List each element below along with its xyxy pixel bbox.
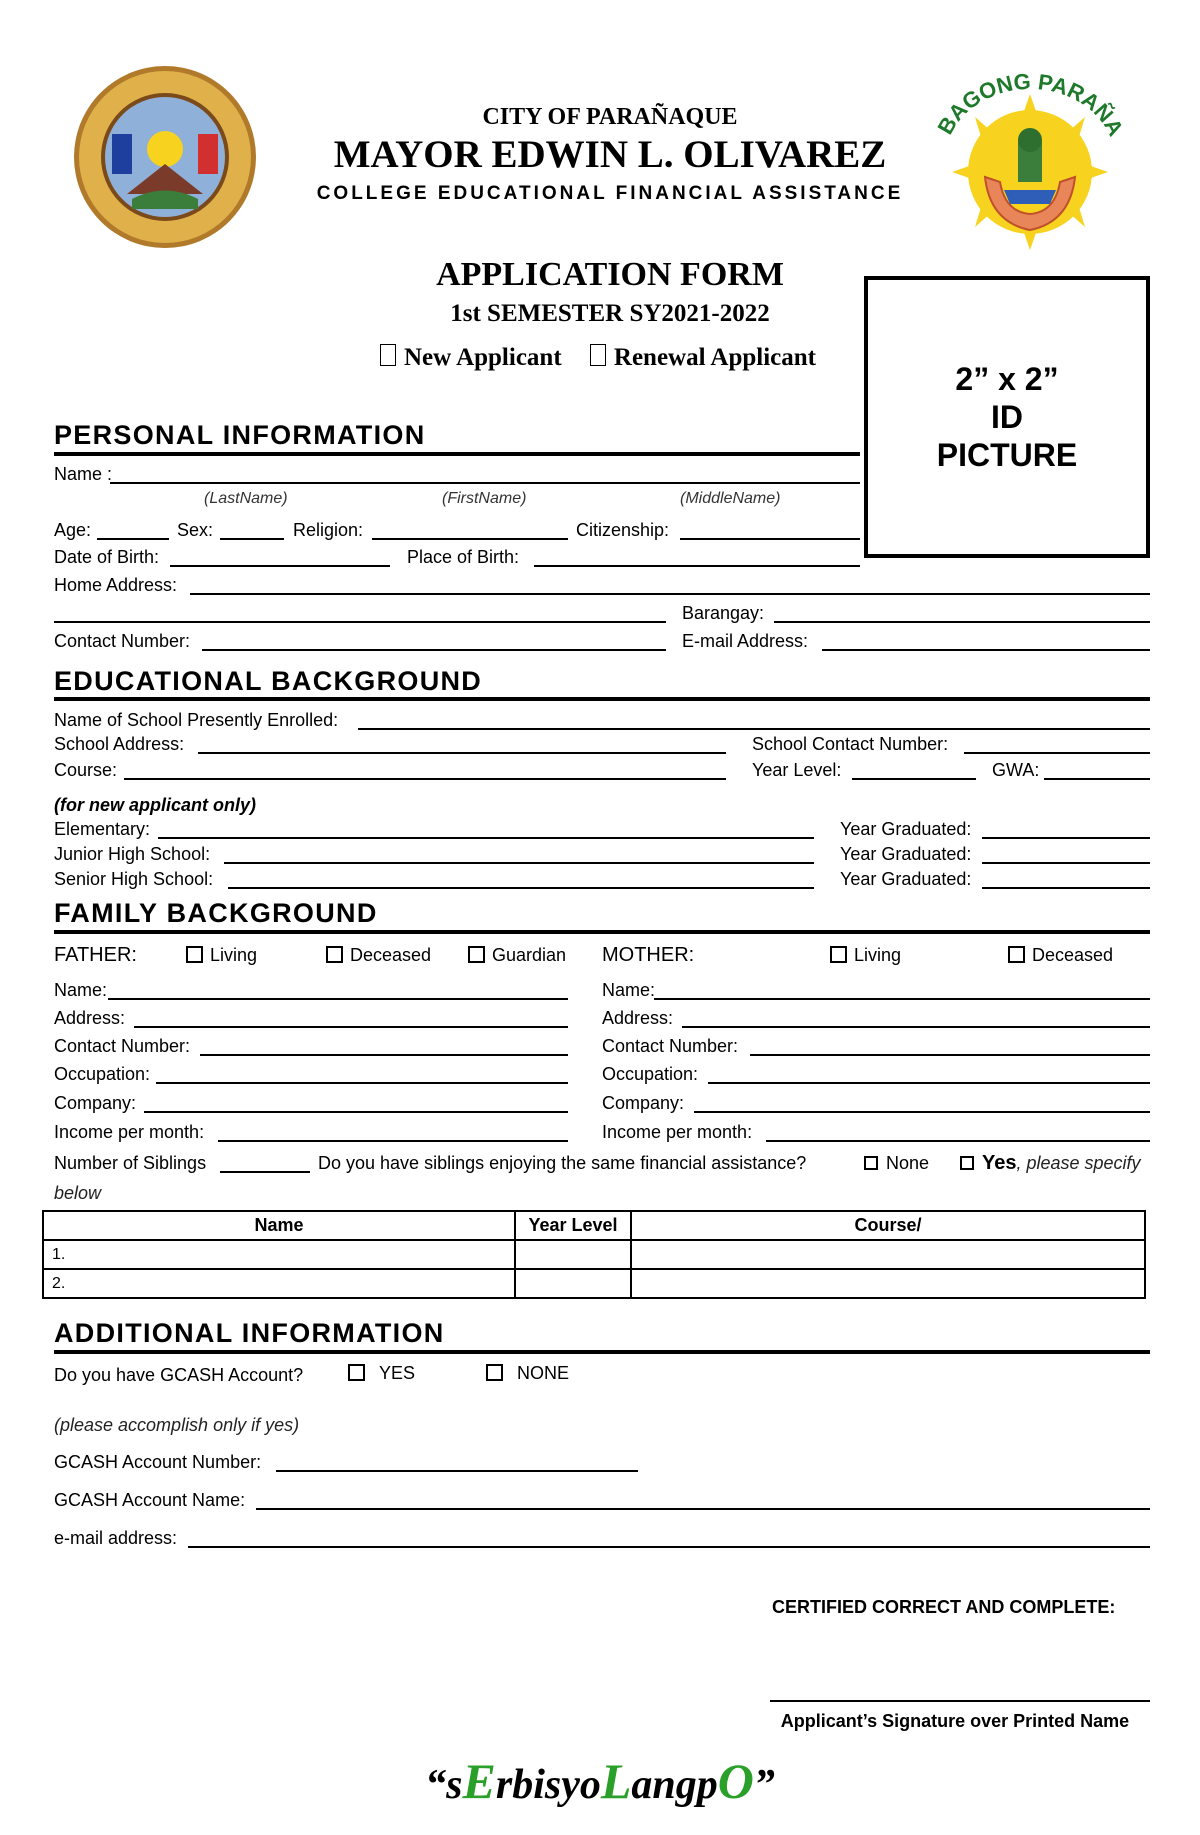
sex-field[interactable] — [220, 538, 284, 540]
last-name-hint: (LastName) — [204, 490, 288, 507]
signature-caption: Applicant’s Signature over Printed Name — [780, 1711, 1130, 1731]
mother-name-label: Name: — [602, 980, 656, 1000]
slogan-mid2: angp — [631, 1762, 718, 1808]
shs-year-field[interactable] — [982, 887, 1150, 889]
family-heading: FAMILY BACKGROUND — [54, 898, 378, 928]
renewal-applicant-checkbox[interactable] — [590, 344, 606, 366]
mother-contact-label: Contact Number: — [602, 1036, 739, 1056]
mother-company-label: Company: — [602, 1093, 685, 1113]
new-applicant-label: New Applicant — [404, 344, 562, 371]
school-contact-field[interactable] — [964, 752, 1150, 754]
mayor-name: MAYOR EDWIN L. OLIVAREZ — [333, 133, 887, 176]
mother-deceased-label: Deceased — [1032, 945, 1114, 965]
form-title: APPLICATION FORM — [436, 256, 784, 293]
age-field[interactable] — [97, 538, 169, 540]
religion-field[interactable] — [372, 538, 568, 540]
religion-label: Religion: — [293, 520, 364, 540]
elementary-field[interactable] — [158, 837, 814, 839]
first-name-hint: (FirstName) — [442, 490, 527, 507]
slogan — [300, 1752, 900, 1810]
bagong-paranaque-logo — [930, 62, 1130, 252]
certified-label: CERTIFIED CORRECT AND COMPLETE: — [772, 1597, 1116, 1617]
table-row — [43, 1240, 1145, 1269]
father-company-field[interactable] — [144, 1111, 568, 1113]
row1-course[interactable] — [631, 1240, 1145, 1269]
contact-field[interactable] — [202, 649, 666, 651]
gcash-name-field[interactable] — [256, 1508, 1150, 1510]
home-address-field-2[interactable] — [54, 621, 666, 623]
father-label: FATHER: — [54, 944, 137, 966]
slogan-l: L — [600, 1753, 632, 1809]
shs-year-label: Year Graduated: — [840, 869, 972, 889]
father-contact-label: Contact Number: — [54, 1036, 191, 1056]
citizenship-label: Citizenship: — [576, 520, 670, 540]
year-level-field[interactable] — [852, 778, 976, 780]
citizenship-field[interactable] — [680, 538, 860, 540]
education-heading: EDUCATIONAL BACKGROUND — [54, 666, 483, 696]
slogan-e: E — [462, 1753, 496, 1809]
barangay-label: Barangay: — [682, 603, 765, 623]
gcash-number-label: GCASH Account Number: — [54, 1452, 262, 1472]
father-guardian-checkbox[interactable] — [468, 946, 485, 963]
gcash-name-label: GCASH Account Name: — [54, 1490, 246, 1510]
mother-deceased-checkbox[interactable] — [1008, 946, 1025, 963]
mother-living-checkbox[interactable] — [830, 946, 847, 963]
city-seal — [72, 64, 258, 250]
jhs-field[interactable] — [224, 862, 814, 864]
sex-label: Sex: — [177, 520, 214, 540]
svg-text:BAGONG PARAÑAQUE: BAGONG PARAÑA — [932, 68, 1129, 141]
father-deceased[interactable] — [326, 944, 431, 966]
school-contact-label: School Contact Number: — [752, 734, 949, 754]
gcash-yes[interactable] — [348, 1362, 415, 1384]
mother-deceased[interactable] — [1008, 944, 1113, 966]
father-living-checkbox[interactable] — [186, 946, 203, 963]
slogan-mid: rbisyo — [495, 1762, 601, 1808]
additional-heading: ADDITIONAL INFORMATION — [54, 1318, 445, 1348]
gwa-field[interactable] — [1044, 778, 1150, 780]
father-income-field[interactable] — [218, 1140, 568, 1142]
slogan-close: ” — [753, 1762, 775, 1808]
mother-company-field[interactable] — [694, 1111, 1150, 1113]
col-year-header: Year Level — [515, 1211, 631, 1240]
year-level-label: Year Level: — [752, 760, 842, 780]
new-applicant-checkbox[interactable] — [380, 344, 396, 366]
gcash-note: (please accomplish only if yes) — [54, 1415, 300, 1435]
slogan-o: O — [717, 1753, 754, 1809]
name-label: Name : — [54, 464, 113, 484]
siblings-yes-checkbox[interactable] — [960, 1156, 974, 1170]
dob-label: Date of Birth: — [54, 547, 160, 567]
mother-name-field[interactable] — [654, 998, 1150, 1000]
father-living[interactable] — [186, 944, 257, 966]
semester: 1st SEMESTER SY2021-2022 — [450, 300, 770, 327]
siblings-question: Do you have siblings enjoying the same financial assistance? — [318, 1153, 807, 1173]
father-deceased-checkbox[interactable] — [326, 946, 343, 963]
school-address-field[interactable] — [198, 752, 726, 754]
father-deceased-label: Deceased — [350, 945, 432, 965]
home-address-label: Home Address: — [54, 575, 178, 595]
father-occupation-label: Occupation: — [54, 1064, 151, 1084]
mother-living-label: Living — [854, 945, 902, 965]
slogan-open: “s — [425, 1762, 463, 1808]
mother-address-label: Address: — [602, 1008, 674, 1028]
dob-field[interactable] — [170, 565, 390, 567]
siblings-specify: , please specify — [1016, 1153, 1141, 1173]
father-address-label: Address: — [54, 1008, 126, 1028]
father-address-field[interactable] — [134, 1026, 568, 1028]
father-name-label: Name: — [54, 980, 108, 1000]
family-rule — [54, 930, 1150, 934]
siblings-yes[interactable] — [960, 1152, 1141, 1174]
age-label: Age: — [54, 520, 92, 540]
new-applicant-note: (for new applicant only) — [54, 795, 257, 815]
photo-id: ID — [991, 399, 1023, 435]
school-address-label: School Address: — [54, 734, 185, 754]
additional-email-label: e-mail address: — [54, 1528, 178, 1548]
mother-income-label: Income per month: — [602, 1122, 753, 1142]
row2-course[interactable] — [631, 1269, 1145, 1298]
photo-picture: PICTURE — [936, 437, 1078, 473]
elem-year-label: Year Graduated: — [840, 819, 972, 839]
father-occupation-field[interactable] — [156, 1082, 568, 1084]
siblings-none-checkbox[interactable] — [864, 1156, 878, 1170]
additional-email-field[interactable] — [188, 1546, 1150, 1548]
gcash-number-field[interactable] — [276, 1470, 638, 1472]
col-name-header: Name — [43, 1211, 515, 1240]
gcash-question: Do you have GCASH Account? — [54, 1365, 304, 1385]
mother-occupation-label: Occupation: — [602, 1064, 699, 1084]
siblings-none[interactable] — [864, 1152, 929, 1174]
personal-rule — [54, 452, 860, 456]
gwa-label: GWA: — [992, 760, 1040, 780]
email-label: E-mail Address: — [682, 631, 809, 651]
gcash-yes-checkbox[interactable] — [348, 1364, 365, 1381]
row1-year[interactable] — [515, 1240, 631, 1269]
gcash-none-checkbox[interactable] — [486, 1364, 503, 1381]
id-picture-box[interactable] — [864, 276, 1150, 558]
pob-label: Place of Birth: — [407, 547, 520, 567]
mother-living[interactable] — [830, 944, 901, 966]
father-contact-field[interactable] — [200, 1054, 568, 1056]
gcash-none-label: NONE — [517, 1363, 570, 1383]
mother-occupation-field[interactable] — [708, 1082, 1150, 1084]
table-row — [43, 1269, 1145, 1298]
shs-field[interactable] — [228, 887, 814, 889]
jhs-year-label: Year Graduated: — [840, 844, 972, 864]
shs-label: Senior High School: — [54, 869, 214, 889]
city-name: CITY OF PARAÑAQUE — [482, 104, 738, 130]
home-address-field[interactable] — [190, 593, 1150, 595]
siblings-none-label: None — [886, 1153, 930, 1173]
course-label: Course: — [54, 760, 118, 780]
mother-label: MOTHER: — [602, 944, 695, 966]
school-field[interactable] — [358, 728, 1150, 730]
personal-info-heading: PERSONAL INFORMATION — [54, 420, 426, 450]
school-label: Name of School Presently Enrolled: — [54, 710, 339, 730]
gcash-none[interactable] — [486, 1362, 569, 1384]
email-field[interactable] — [822, 649, 1150, 651]
elementary-label: Elementary: — [54, 819, 151, 839]
middle-name-hint: (MiddleName) — [680, 490, 781, 507]
program-name: COLLEGE EDUCATIONAL FINANCIAL ASSISTANCE — [316, 183, 904, 204]
signature-line[interactable] — [770, 1700, 1150, 1702]
father-living-label: Living — [210, 945, 258, 965]
table-header-row — [43, 1211, 1145, 1240]
father-guardian[interactable] — [468, 944, 566, 966]
father-name-field[interactable] — [108, 998, 568, 1000]
siblings-yes-label: Yes — [982, 1152, 1017, 1174]
mother-contact-field[interactable] — [750, 1054, 1150, 1056]
father-guardian-label: Guardian — [492, 945, 567, 965]
jhs-year-field[interactable] — [982, 862, 1150, 864]
siblings-below: below — [54, 1183, 102, 1203]
siblings-table — [42, 1210, 1146, 1299]
contact-label: Contact Number: — [54, 631, 191, 651]
father-income-label: Income per month: — [54, 1122, 205, 1142]
mother-income-field[interactable] — [766, 1140, 1150, 1142]
barangay-field[interactable] — [774, 621, 1150, 623]
mother-address-field[interactable] — [682, 1026, 1150, 1028]
name-field[interactable] — [110, 482, 860, 484]
col-course-header: Course/ — [631, 1211, 1145, 1240]
father-company-label: Company: — [54, 1093, 137, 1113]
row1-name[interactable]: 1. — [43, 1240, 515, 1269]
applicant-type — [380, 344, 816, 372]
renewal-applicant-label: Renewal Applicant — [613, 344, 817, 371]
jhs-label: Junior High School: — [54, 844, 211, 864]
elem-year-field[interactable] — [982, 837, 1150, 839]
education-rule — [54, 697, 1150, 701]
course-field[interactable] — [124, 778, 726, 780]
gcash-yes-label: YES — [379, 1363, 416, 1383]
row2-name[interactable]: 2. — [43, 1269, 515, 1298]
photo-size: 2” x 2” — [955, 361, 1059, 397]
siblings-field[interactable] — [220, 1171, 310, 1173]
row2-year[interactable] — [515, 1269, 631, 1298]
additional-rule — [54, 1350, 1150, 1354]
siblings-label: Number of Siblings — [54, 1153, 207, 1173]
pob-field[interactable] — [534, 565, 860, 567]
